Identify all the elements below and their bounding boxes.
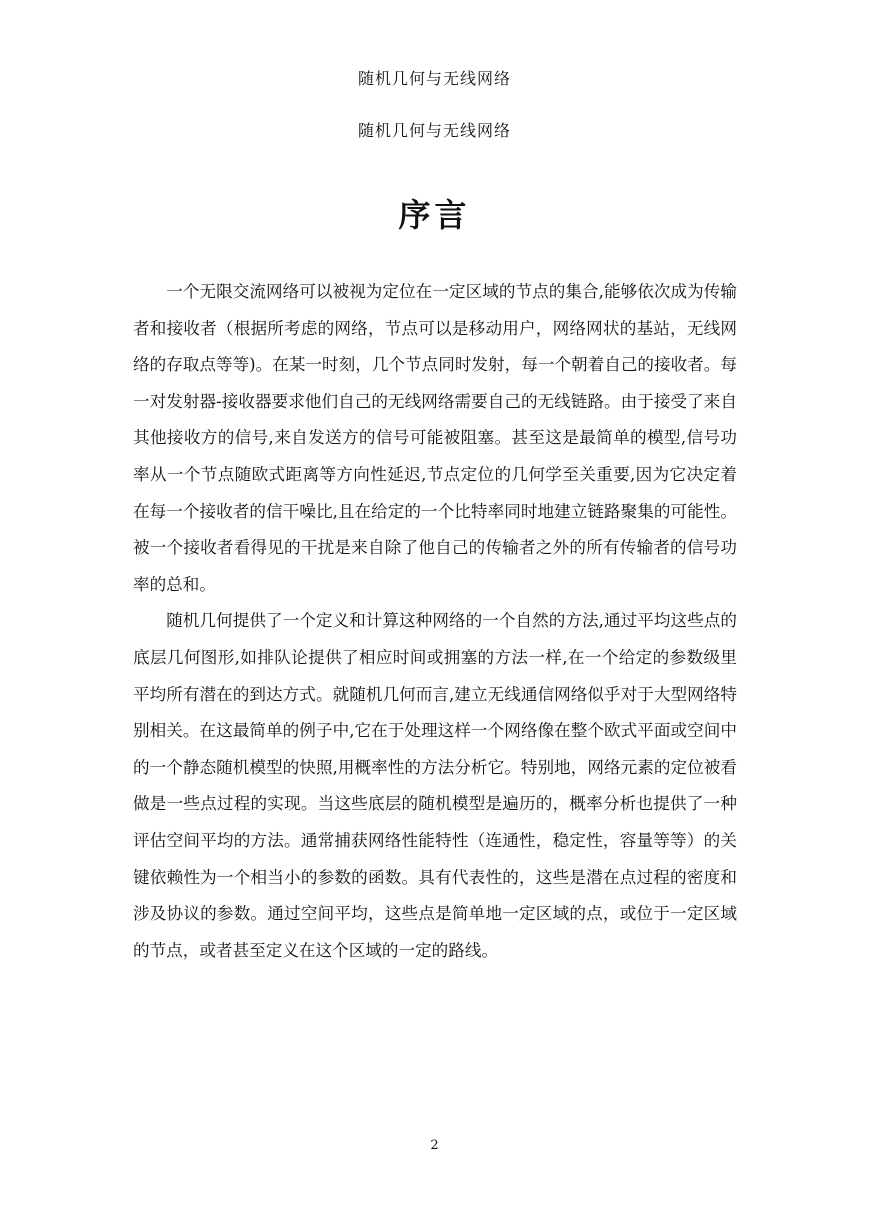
body-text [133, 274, 737, 969]
section-title: 序言 [398, 196, 471, 234]
running-header-line-2: 随机几何与无线网络 [357, 121, 511, 140]
running-header-line-1: 随机几何与无线网络 [357, 69, 511, 88]
paragraph-1: 一个无限交流网络可以被视为定位在一定区域的节点的集合,能够依次成为传输者和接收者（根据所考虑的网络，节点可以是移动用户，网络网状的基站，无线网络的存取点等等)。在某一时刻，几个节点同时发射，每一个朝着自己的接收者。每一对发射器-接收器要求他们自己的无线网络需要自己的无线链路。由于接受了来自其他接收方的信号,来自发送方的信号可能被阻塞。甚至这是最简单的模型,信号功率从一个节点随欧式距离等方向性延迟,节点定位的几何学至关重要,因为它决定着在每一个接收者的信干噪比,且在给定的一个比特率同时地建立链路聚集的可能性。被一个接收者看得见的干扰是来自除了他自己的传输者之外的所有传输者的信号功率的总和。 [133, 282, 737, 594]
paragraph-2: 随机几何提供了一个定义和计算这种网络的一个自然的方法,通过平均这些点的底层几何图形,如排队论提供了相应时间或拥塞的方法一样,在一个给定的参数级里平均所有潜在的到达方式。就随机几何而言,建立无线通信网络似乎对于大型网络特别相关。在这最简单的例子中,它在于处理这样一个网络像在整个欧式平面或空间中的一个静态随机模型的快照,用概率性的方法分析它。特别地，网络元素的定位被看做是一些点过程的实现。当这些底层的随机模型是遍历的，概率分析也提供了一种评估空间平均的方法。通常捕获网络性能特性（连通性，稳定性，容量等等）的关键依赖性为一个相当小的参数的函数。具有代表性的，这些是潜在点过程的密度和涉及协议的参数。通过空间平均，这些点是简单地一定区域的点，或位于一定区域的节点，或者甚至定义在这个区域的一定的路线。 [133, 611, 737, 960]
page-number: 2 [430, 1138, 439, 1153]
